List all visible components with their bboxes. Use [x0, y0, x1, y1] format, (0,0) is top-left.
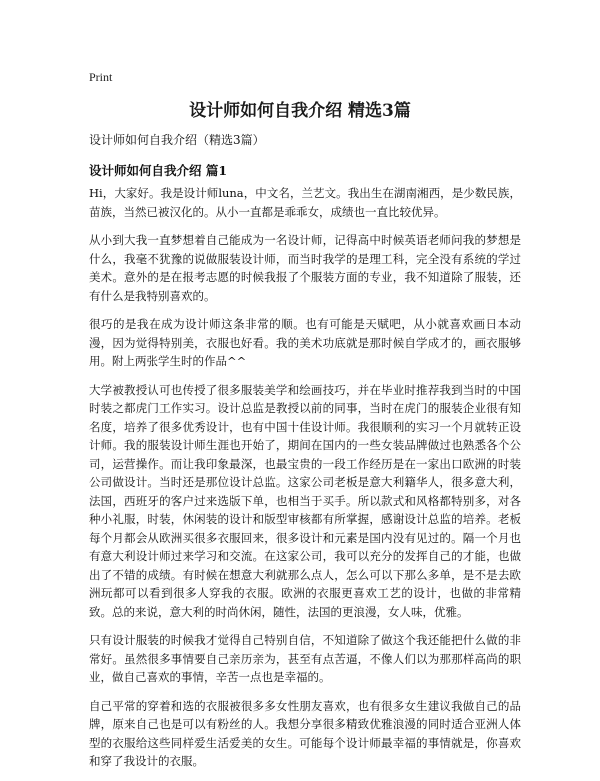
- paragraph-intro: Hi，大家好。我是设计师luna，中文名，兰艺文。我出生在湖南湘西，是少数民族，苗族，当然已被汉化的。从小一直都是乖乖女，成绩也一直比较优异。: [89, 186, 521, 219]
- article-body: [89, 184, 521, 781]
- page-title: 设计师如何自我介绍 精选3篇: [189, 101, 411, 121]
- print-label[interactable]: Print: [89, 70, 113, 84]
- paragraph-confidence: 只有设计服装的时候我才觉得自己特别自信，不知道除了做这个我还能把什么做的非常好。虽然很多事情要自己亲历亲为，甚至有点苦逼，不像人们以为那那样高尚的职业，做自己喜欢的事情，辛苦一点也是幸福的。: [89, 633, 521, 684]
- paragraph-dream: 从小到大我一直梦想着自己能成为一名设计师，记得高中时候英语老师问我的梦想是什么，我毫不犹豫的说做服装设计师，而当时我学的是理工科，完全没有系统的学过美术。意外的是在报考志愿的时候我报了个服装方面的专业，我不知道除了服装，还有什么是我特别喜欢的。: [89, 233, 521, 303]
- paragraph-talent: 很巧的是我在成为设计师这条非常的顺。也有可能是天赋吧，从小就喜欢画日本动漫，因为觉得特别美，衣服也好看。我的美术功底就是那时候自学成才的，画衣服够用。附上两张学生时的作品^^: [89, 317, 521, 368]
- page-subtitle: 设计师如何自我介绍（精选3篇）: [89, 133, 265, 147]
- paragraph-career: 大学被教授认可也传授了很多服装美学和绘画技巧，并在毕业时推荐我到当时的中国时装之都虎门工作实习。设计总监是教授以前的同事，当时在虎门的服装企业很有知名度，培养了很多优秀设计，也有中国十佳设计师。我很顺利的实习一个月就转正设计师。我的服装设计师生涯也开始了，期间在国内的一些女装品牌做过也熟悉各个公司，运营操作。而让我印象最深，也最宝贵的一段工作经历是在一家出口欧洲的时装公司做设计。当时还是那位设计总监。这家公司老板是意大利籍华人，很多意大利，法国，西班牙的客户过来选版下单，也相当于买手。所以款式和风格都特别多，对各种小礼服，时装，休闲装的设计和版型审核都有所掌握，感谢设计总监的培养。老板每个月都会从欧洲买很多衣服回来，很多设计和元素是国内没有见过的。隔一个月也有意大利设计师过来学习和交流。在这家公司，我可以充分的发挥自己的才能，也做出了不错的成绩。有时候在想意大利就那么点人，怎么可以下那么多单，是不是去欧洲玩都可以看到很多人穿我的衣服。欧洲的衣服更喜欢工艺的设计，也做的非常精致。总的来说，意大利的时尚休闲，随性，法国的更浪漫，女人味，优雅。: [89, 382, 521, 619]
- section-heading: 设计师如何自我介绍 篇1: [89, 163, 228, 178]
- paragraph-brand: 自己平常的穿着和选的衣服被很多多女性朋友喜欢，也有很多女生建议我做自己的品牌，原来自己也是可以有粉丝的人。我想分享很多精致优雅浪漫的同时适合亚洲人体型的衣服给这些同样爱生活爱美的女生。可能每个设计师最幸福的事情就是，你喜欢和穿了我设计的衣服。: [89, 698, 521, 768]
